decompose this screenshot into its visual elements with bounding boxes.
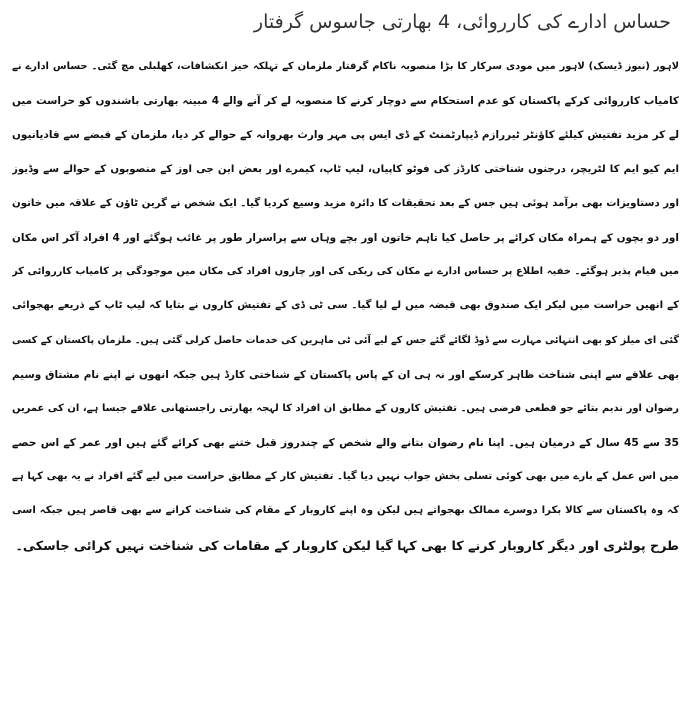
article-line: کے انھیں حراست میں لیکر ایک صندوق بھی قبضہ میں لے لیا گیا۔ سی ٹی ڈی کے تفتیش کاروں نے بتایا کہ لیپ ٹاپ کے ذریعے بھجوائی [12,300,679,312]
article-line: ایم کیو ایم کا لٹریچر، درجنوں شناختی کارڈز کی فوٹو کاپیاں، لیپ ٹاپ، کیمرے اور بعض این جی اوز کے منصوبوں کے حوالے سے وڈیوز [12,163,679,175]
article-line: بھی علاقے سے اپنی شناخت ظاہر کرسکے اور نہ ہی ان کے پاس پاکستان کے شناختی کارڈ ہیں جبکہ انھوں نے اپنے نام مشتاق وسیم [12,368,679,381]
article-line: کامیاب کارروائی کرکے پاکستان کو عدم استحکام سے دوچار کرنے کا منصوبہ لے کر آنے والے 4 مبینہ بھارتی باشندوں کو حراست میں [12,95,679,108]
article-headline: حساس ادارے کی کارروائی، 4 بھارتی جاسوس گرفتار [253,11,671,33]
article-line: اور دستاویزات بھی برآمد ہوئی ہیں جس کے بعد تحقیقات کا دائرہ مزید وسیع کردیا گیا۔ ایک شخص نے گرین ٹاؤن کے علاقہ میں خاتون [12,197,679,209]
article-line: کہ وہ پاکستان سے کالا بکرا دوسرے ممالک بھجواتے ہیں لیکن وہ اپنے کاروبار کے مقام کی شناخت کرانے سے بھی قاصر ہیں جبکہ اسی [12,505,679,517]
article-line: میں قیام پذیر ہوگئے۔ خفیہ اطلاع پر حساس ادارے نے مکان کی ریکی کی اور چاروں افراد کی مکان میں موجودگی پر کامیاب کارروائی کر [12,266,679,278]
article-line: گئی ای میلز کو بھی انتہائی مہارت سے ڈوڈ لگائے گئے جس کے لیے آئی ٹی ماہرین کی خدمات حاصل کرلی گئی ہیں۔ ملزمان پاکستان کے کسی [12,334,679,346]
article-body [12,50,679,563]
article-line: میں اس عمل کے بارے میں بھی کوئی تسلی بخش جواب نہیں دیا گیا۔ تفتیش کار کے مطابق حراست میں لیے گئے افراد نے یہ بھی کہا ہے [12,471,679,483]
article-line: 35 سے 45 سال کے درمیان ہیں۔ اپنا نام رضوان بتانے والے شخص کے چندروز قبل ختنے بھی کرائے گئے ہیں اور عمر کے اس حصے [12,436,679,450]
article-line-last: طرح پولٹری اور دیگر کاروبار کرنے کا بھی کہا گیا لیکن کاروبار کے مقامات کی شناخت نہیں کرائی جاسکی۔ [15,537,679,553]
article-line: رضوان اور ندیم بتائے جو قطعی فرضی ہیں۔ تفتیش کاروں کے مطابق ان افراد کا لہجہ بھارتی راجستھانی علاقے جیسا ہے، ان کی عمریں [12,402,679,414]
article-line: لاہور (نیوز ڈیسک) لاہور میں مودی سرکار کا بڑا منصوبہ ناکام گرفتار ملزمان کے تہلکہ خیز انکشافات، کھلبلی مچ گئی۔ حساس ادارے نے [12,61,679,72]
article-line: لے کر مزید تفتیش کیلئے کاؤنٹر ٹیررازم ڈیپارٹمنٹ کے ڈی ایس پی مہر وارث بھروانہ کے حوالے کر دیا، ملزمان کے قبضے سے قادیانیوں [12,129,679,142]
article-line: اور دو بچوں کے ہمراہ مکان کرائے پر حاصل کیا تاہم خاتون اور بچے وہاں سے پراسرار طور پر غائب ہوگئے اور 4 افراد آکر اس مکان [12,231,679,244]
